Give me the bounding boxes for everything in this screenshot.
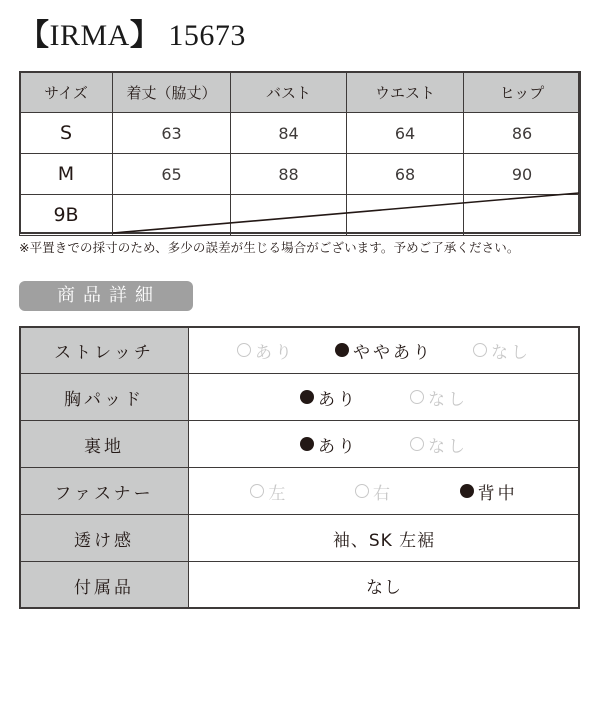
size-chart-table <box>19 71 581 236</box>
stretch-options <box>189 338 579 363</box>
product-details-table <box>19 326 580 609</box>
option-label: ややあり <box>353 342 433 363</box>
bust-pad-options <box>189 385 579 410</box>
hip-value <box>464 195 581 236</box>
detail-label: 裏地 <box>20 421 189 468</box>
option-label: なし <box>428 436 468 457</box>
option-fastener-left <box>250 479 288 504</box>
detail-row-sheerness <box>20 515 580 562</box>
option-lining-no <box>410 432 468 457</box>
detail-value-cell <box>189 374 580 421</box>
page-title <box>19 18 246 54</box>
option-label: なし <box>428 389 468 410</box>
detail-value-cell <box>189 468 580 515</box>
option-label: なし <box>491 342 531 363</box>
detail-label: 胸パッド <box>20 374 189 421</box>
length-value: 63 <box>113 113 231 154</box>
waist-value <box>347 195 464 236</box>
empty-circle-icon <box>237 343 251 357</box>
length-value <box>113 195 231 236</box>
option-lining-yes <box>300 432 358 457</box>
filled-circle-icon <box>460 484 474 498</box>
header-length: 着丈（脇丈） <box>113 72 231 113</box>
size-table-header-row <box>20 72 581 113</box>
empty-circle-icon <box>473 343 487 357</box>
table-row <box>20 154 581 195</box>
option-label: あり <box>318 389 358 410</box>
sheerness-value: 袖、SK 左裾 <box>189 515 580 562</box>
brand-name: IRMA <box>49 19 130 52</box>
empty-circle-icon <box>355 484 369 498</box>
fastener-options <box>189 479 579 504</box>
empty-circle-icon <box>250 484 264 498</box>
option-stretch-slight <box>335 338 433 363</box>
option-label: 背中 <box>477 483 518 504</box>
detail-label: ストレッチ <box>20 327 189 374</box>
bracket-open: 【 <box>19 19 50 52</box>
option-label: あり <box>255 342 295 363</box>
option-fastener-back <box>460 479 518 504</box>
option-label: あり <box>318 436 358 457</box>
size-label: S <box>20 113 113 154</box>
header-bust: バスト <box>231 72 347 113</box>
option-stretch-yes <box>237 338 295 363</box>
detail-row-fastener <box>20 468 580 515</box>
product-number: 15673 <box>168 19 246 52</box>
bracket-close: 】 <box>129 19 161 52</box>
accessories-value: なし <box>189 562 580 609</box>
table-row <box>20 113 581 154</box>
waist-value: 64 <box>347 113 464 154</box>
option-label: 右 <box>372 483 393 504</box>
detail-label: 付属品 <box>20 562 189 609</box>
bust-value <box>231 195 347 236</box>
detail-label: 透け感 <box>20 515 189 562</box>
detail-value-cell <box>189 421 580 468</box>
option-bust-pad-yes <box>300 385 358 410</box>
detail-row-bust-pad <box>20 374 580 421</box>
detail-row-accessories <box>20 562 580 609</box>
option-stretch-no <box>473 338 531 363</box>
filled-circle-icon <box>300 437 314 451</box>
detail-row-lining <box>20 421 580 468</box>
detail-row-stretch <box>20 327 580 374</box>
size-label: M <box>20 154 113 195</box>
table-row <box>20 195 581 236</box>
header-waist: ウエスト <box>347 72 464 113</box>
header-hip: ヒップ <box>464 72 581 113</box>
bust-value: 88 <box>231 154 347 195</box>
empty-circle-icon <box>410 390 424 404</box>
hip-value: 90 <box>464 154 581 195</box>
detail-label: ファスナー <box>20 468 189 515</box>
filled-circle-icon <box>335 343 349 357</box>
empty-circle-icon <box>410 437 424 451</box>
size-label: 9B <box>20 195 113 236</box>
hip-value: 86 <box>464 113 581 154</box>
waist-value: 68 <box>347 154 464 195</box>
detail-value-cell <box>189 327 580 374</box>
option-bust-pad-no <box>410 385 468 410</box>
header-size: サイズ <box>20 72 113 113</box>
option-label: 左 <box>268 483 289 504</box>
bust-value: 84 <box>231 113 347 154</box>
filled-circle-icon <box>300 390 314 404</box>
length-value: 65 <box>113 154 231 195</box>
measurement-note: ※平置きでの採寸のため、多少の誤差が生じる場合がございます。予めご了承ください。 <box>19 240 520 255</box>
section-title-badge: 商品詳細 <box>19 281 193 311</box>
option-fastener-right <box>355 479 393 504</box>
lining-options <box>189 432 579 457</box>
